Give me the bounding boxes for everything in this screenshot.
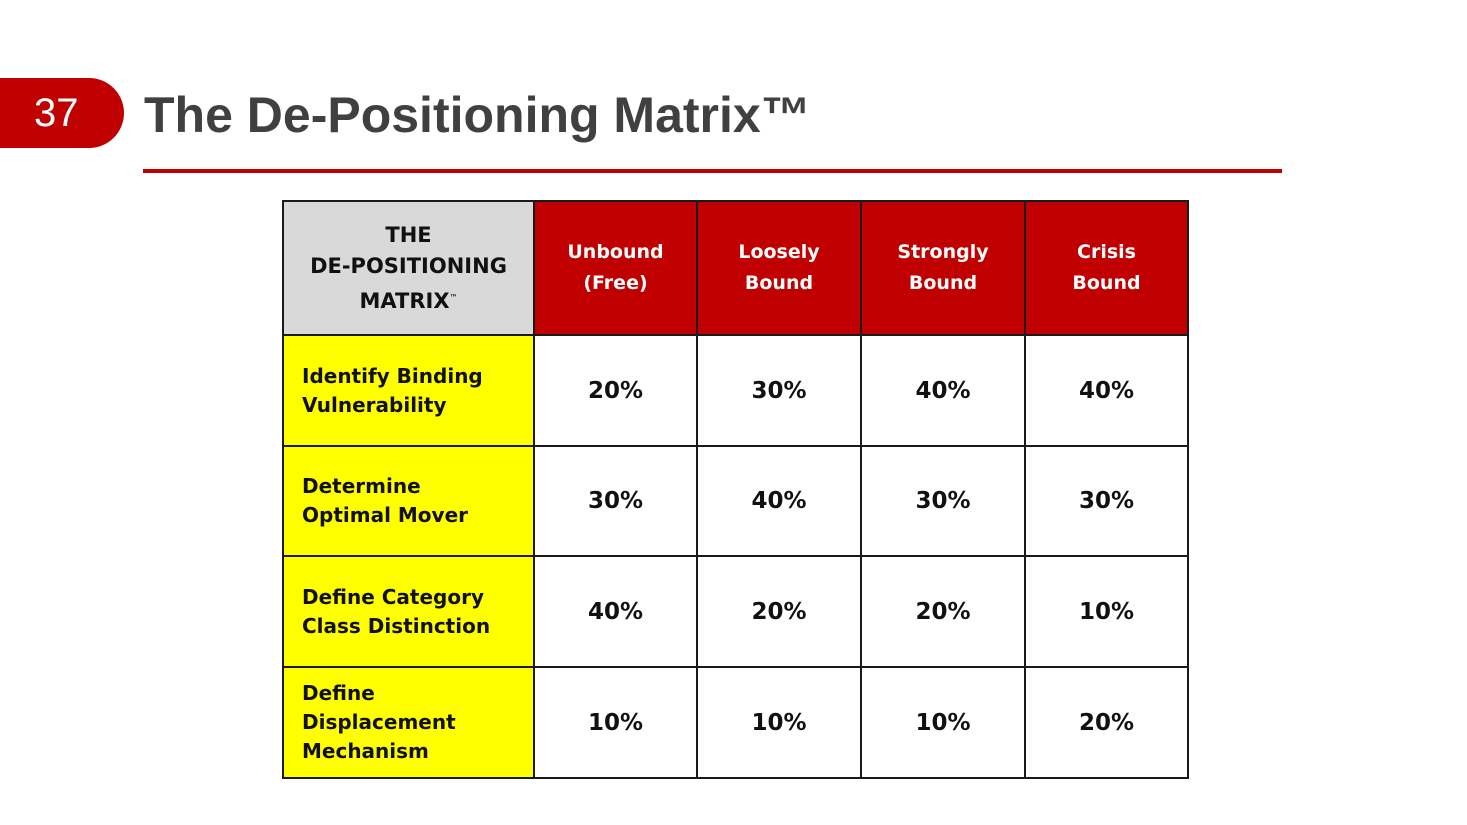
slide-number-badge: 37 (0, 78, 124, 148)
row-header-identify-binding-vulnerability: Identify Binding Vulnerability (283, 335, 534, 446)
row-header-determine-optimal-mover: Determine Optimal Mover (283, 446, 534, 556)
column-header-unbound: Unbound (Free) (534, 201, 697, 335)
row-header-define-category-class-distinction: Define Category Class Distinction (283, 556, 534, 667)
table-row (283, 446, 1188, 556)
value-cell: 20% (1025, 667, 1188, 778)
value-cell: 40% (534, 556, 697, 667)
value-cell: 20% (861, 556, 1025, 667)
column-header-loosely-bound: Loosely Bound (697, 201, 861, 335)
value-cell: 10% (534, 667, 697, 778)
matrix-corner-label: THE DE-POSITIONING MATRIX™ (283, 201, 534, 335)
table-row (283, 335, 1188, 446)
value-cell: 10% (1025, 556, 1188, 667)
value-cell: 30% (534, 446, 697, 556)
value-cell: 30% (697, 335, 861, 446)
slide-title: The De-Positioning Matrix™ (144, 87, 811, 143)
value-cell: 20% (534, 335, 697, 446)
value-cell: 10% (697, 667, 861, 778)
value-cell: 40% (697, 446, 861, 556)
table-row (283, 556, 1188, 667)
title-divider (143, 169, 1282, 173)
column-header-crisis-bound: Crisis Bound (1025, 201, 1188, 335)
value-cell: 40% (1025, 335, 1188, 446)
value-cell: 20% (697, 556, 861, 667)
column-header-strongly-bound: Strongly Bound (861, 201, 1025, 335)
table-row (283, 667, 1188, 778)
value-cell: 40% (861, 335, 1025, 446)
table-header-row (283, 201, 1188, 335)
value-cell: 30% (861, 446, 1025, 556)
value-cell: 30% (1025, 446, 1188, 556)
de-positioning-matrix-table (282, 200, 1189, 779)
row-header-define-displacement-mechanism: Define Displacement Mechanism (283, 667, 534, 778)
value-cell: 10% (861, 667, 1025, 778)
